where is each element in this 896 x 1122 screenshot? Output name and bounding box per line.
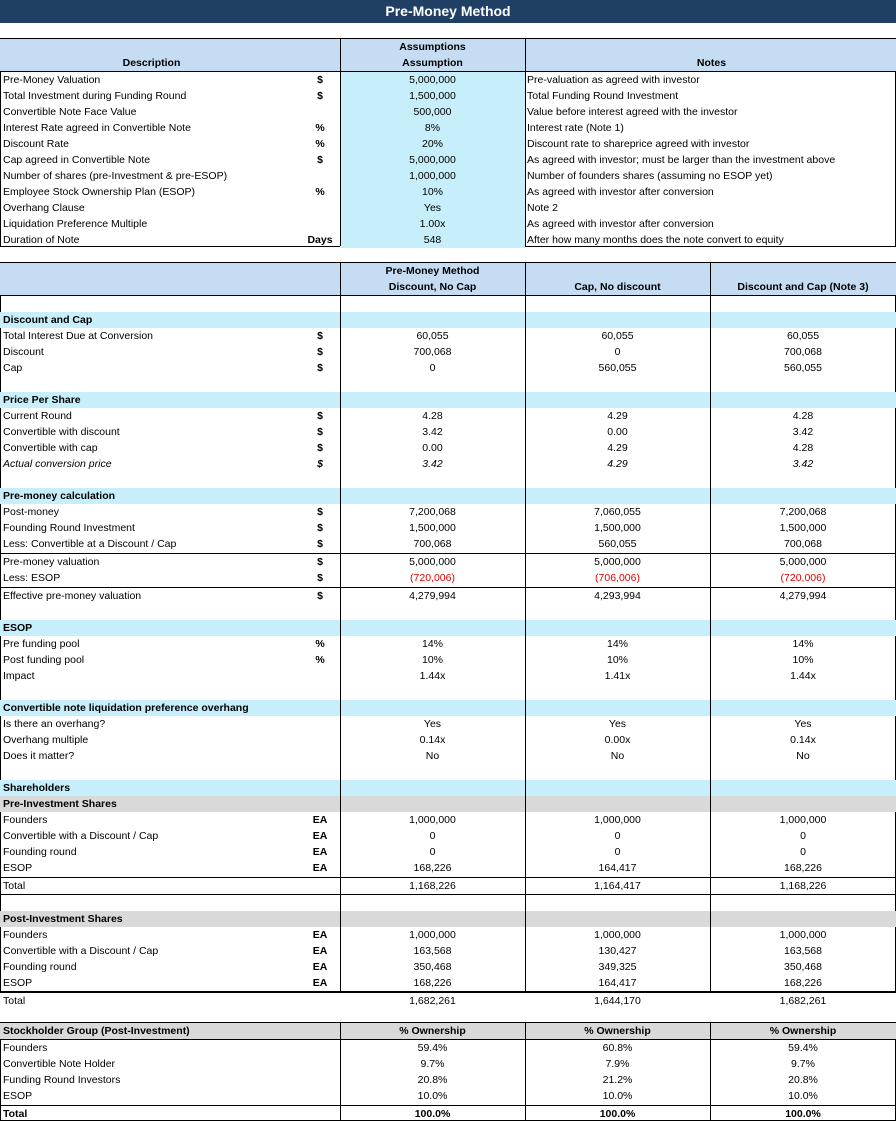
assumption-note: As agreed with investor; must be larger than the investment above [527, 154, 836, 166]
row-value: 7,060,055 [594, 506, 641, 518]
table-row [0, 536, 896, 554]
section-title-row [0, 796, 896, 812]
assumption-desc: Duration of Note [3, 234, 80, 246]
ownership-value: 9.7% [420, 1058, 445, 1070]
assumption-value: 1,500,000 [340, 88, 525, 104]
spacer [0, 684, 896, 700]
ownership-value: 9.7% [791, 1058, 815, 1070]
row-value: 4.28 [792, 442, 814, 454]
row-value: 560,055 [598, 362, 637, 374]
table-row [0, 975, 896, 993]
col-discount-and-cap: Discount and Cap (Note 3) [737, 281, 869, 293]
row-unit: $ [317, 442, 323, 454]
assumption-value: 5,000,000 [340, 72, 525, 88]
row-value: 0 [614, 846, 621, 858]
section-title: Post-Investment Shares [3, 913, 123, 925]
row-unit: $ [317, 426, 323, 438]
section-title-row [0, 312, 896, 328]
row-label: Founding round [3, 846, 77, 858]
row-value: (720,006) [780, 572, 826, 584]
row-value: 700,068 [413, 346, 452, 358]
row-value: 60,055 [786, 330, 820, 342]
row-unit: EA [312, 862, 328, 874]
row-value: 168,226 [413, 862, 452, 874]
row-value: 14% [421, 638, 443, 650]
table-row [0, 828, 896, 844]
row-label: Founders [3, 929, 48, 941]
row-value: 60,055 [416, 330, 449, 342]
assumptions-table [0, 39, 896, 248]
row-unit: $ [317, 556, 323, 568]
row-value: 0 [429, 362, 436, 374]
row-value: 700,068 [413, 538, 452, 550]
row-value: No [796, 750, 810, 762]
row-value: 0.14x [419, 734, 446, 746]
ownership-value: 20.8% [788, 1074, 818, 1086]
assumption-value: 1.00x [340, 216, 525, 232]
row-value: 349,325 [598, 961, 637, 973]
assumption-row [0, 136, 896, 152]
ownership-value: 59.4% [417, 1042, 448, 1054]
row-value: 60,055 [601, 330, 634, 342]
row-unit: $ [317, 572, 323, 584]
stockholder-total-label: Total [3, 1108, 28, 1120]
section-title-row [0, 700, 896, 716]
assumption-unit: $ [317, 154, 323, 166]
spacer [0, 376, 896, 392]
row-value: 0 [614, 830, 621, 842]
table-row [0, 456, 896, 472]
table-row [0, 959, 896, 975]
assumption-unit [300, 216, 340, 232]
row-value: 1,168,226 [779, 880, 827, 892]
row-value: 3.42 [422, 458, 443, 470]
assumption-value: 500,000 [340, 104, 525, 120]
assumption-value: Yes [340, 200, 525, 216]
row-label: Founding round [3, 961, 77, 973]
row-value: Yes [423, 718, 442, 730]
row-label: Actual conversion price [3, 458, 112, 470]
assumption-desc: Overhang Clause [3, 202, 85, 214]
table-row [0, 360, 896, 376]
row-unit: % [315, 638, 325, 650]
row-value: 350,468 [413, 961, 452, 973]
row-value: 10% [421, 654, 443, 666]
assumption-value: 1,000,000 [340, 168, 525, 184]
assumption-desc: Total Investment during Funding Round [3, 90, 187, 102]
row-value: 0 [614, 346, 621, 358]
col-notes: Notes [696, 57, 727, 69]
table-row [0, 520, 896, 536]
stockholder-label: Convertible Note Holder [3, 1058, 116, 1070]
row-unit: $ [317, 410, 323, 422]
assumption-note: Number of founders shares (assuming no ESOP yet) [527, 170, 773, 182]
assumption-row [0, 88, 896, 104]
row-value: 168,226 [413, 977, 452, 989]
row-value: 163,568 [784, 945, 822, 957]
row-value: 700,068 [784, 346, 822, 358]
row-value: 1,000,000 [779, 814, 827, 826]
section-title: Discount and Cap [3, 314, 93, 326]
row-unit: $ [317, 362, 323, 374]
row-value: 0 [429, 830, 436, 842]
row-value: 4.28 [422, 410, 443, 422]
row-value: 560,055 [598, 538, 637, 550]
assumption-note: Discount rate to shareprice agreed with investor [527, 138, 750, 150]
row-value: 164,417 [598, 862, 637, 874]
section-title-row [0, 780, 896, 796]
assumptions-header: Assumptions [399, 41, 466, 53]
row-value: 4,279,994 [409, 590, 456, 602]
row-unit: $ [317, 346, 323, 358]
ownership-value: 20.8% [417, 1074, 448, 1086]
assumption-unit [300, 104, 340, 120]
table-row [0, 554, 896, 570]
method-table [0, 263, 896, 1009]
row-value: 130,427 [598, 945, 637, 957]
table-row [0, 328, 896, 344]
row-value: 163,568 [413, 945, 452, 957]
row-unit: $ [317, 458, 323, 470]
row-label: Effective pre-money valuation [3, 590, 142, 602]
row-unit: $ [317, 330, 323, 342]
table-row [0, 570, 896, 588]
row-value: (706,006) [595, 572, 640, 584]
row-value: 10% [792, 654, 814, 666]
row-value: 4.29 [607, 442, 628, 454]
row-value: (720,006) [410, 572, 455, 584]
row-label: Pre funding pool [3, 638, 80, 650]
stockholder-row [0, 1072, 896, 1088]
row-value: 5,000,000 [779, 556, 827, 568]
row-value: 0.00x [604, 734, 631, 746]
section-title: Convertible note liquidation preference overhang [3, 702, 249, 714]
row-value: 7,200,068 [409, 506, 456, 518]
ownership-value: 60.8% [602, 1042, 633, 1054]
row-label: Does it matter? [3, 750, 75, 762]
col-ownership-3: % Ownership [769, 1025, 837, 1037]
assumption-desc: Convertible Note Face Value [3, 106, 137, 118]
row-value: 1,682,261 [409, 995, 456, 1007]
col-assumption: Assumption [402, 57, 463, 69]
assumption-note: After how many months does the note convert to equity [527, 234, 784, 246]
row-value: 0.00 [422, 442, 443, 454]
row-label: Discount [3, 346, 44, 358]
ownership-value: 21.2% [602, 1074, 633, 1086]
row-value: 1,644,170 [594, 995, 641, 1007]
row-value: 1,164,417 [594, 880, 641, 892]
row-value: 0 [429, 846, 436, 858]
row-label: Cap [3, 362, 23, 374]
assumption-desc: Pre-Money Valuation [3, 74, 101, 86]
row-unit: $ [317, 506, 323, 518]
assumption-row [0, 120, 896, 136]
row-value: 560,055 [784, 362, 822, 374]
ownership-total: 100.0% [785, 1108, 821, 1120]
table-row [0, 440, 896, 456]
row-value: 1,000,000 [779, 929, 827, 941]
assumption-value: 5,000,000 [340, 152, 525, 168]
row-value: 0.14x [790, 734, 816, 746]
col-ownership-1: % Ownership [399, 1025, 466, 1037]
section-title: Price Per Share [3, 394, 81, 406]
row-value: 4.29 [607, 410, 628, 422]
row-value: 7,200,068 [779, 506, 827, 518]
assumption-value: 548 [340, 232, 525, 248]
section-title-row [0, 911, 896, 927]
row-value: 1,500,000 [779, 522, 827, 534]
assumption-unit: % [315, 138, 325, 150]
row-unit: EA [312, 830, 328, 842]
assumption-desc: Number of shares (pre-Investment & pre-ESOP) [3, 170, 228, 182]
table-row [0, 993, 896, 1009]
row-value: No [610, 750, 625, 762]
assumption-note: Value before interest agreed with the investor [527, 106, 738, 118]
method-header: Pre-Money Method [385, 265, 480, 277]
row-value: 1,168,226 [409, 880, 456, 892]
assumptions-header-row [0, 39, 896, 55]
row-unit [300, 748, 340, 764]
assumption-desc: Cap agreed in Convertible Note [3, 154, 151, 166]
assumption-note: Total Funding Round Investment [527, 90, 679, 102]
row-label: Impact [3, 670, 35, 682]
row-value: 5,000,000 [409, 556, 456, 568]
row-value: 14% [792, 638, 814, 650]
stockholders-header-row [0, 1023, 896, 1040]
stockholders-table [0, 1023, 896, 1122]
row-value: 164,417 [598, 977, 637, 989]
row-value: 3.42 [422, 426, 443, 438]
table-row [0, 943, 896, 959]
row-value: 700,068 [784, 538, 822, 550]
row-value: 0 [800, 846, 806, 858]
row-value: No [425, 750, 440, 762]
row-unit [300, 716, 340, 732]
row-label: Total Interest Due at Conversion [3, 330, 153, 342]
row-unit [300, 732, 340, 748]
row-label: Post funding pool [3, 654, 85, 666]
row-label: ESOP [3, 977, 33, 989]
row-unit: EA [312, 929, 328, 941]
table-row [0, 652, 896, 668]
assumption-note: Interest rate (Note 1) [527, 122, 624, 134]
assumption-row [0, 104, 896, 120]
ownership-value: 10.0% [417, 1090, 448, 1102]
row-unit: EA [312, 846, 328, 858]
page-title: Pre-Money Method [0, 0, 896, 23]
assumption-desc: Liquidation Preference Multiple [3, 218, 148, 230]
row-unit: EA [312, 945, 328, 957]
stockholder-label: ESOP [3, 1090, 33, 1102]
row-label: Total [3, 880, 26, 892]
row-value: 3.42 [792, 426, 814, 438]
table-row [0, 588, 896, 604]
assumption-row [0, 216, 896, 232]
assumption-row [0, 232, 896, 248]
row-unit: EA [312, 814, 328, 826]
section-title-row [0, 620, 896, 636]
assumption-note: As agreed with investor after conversion [527, 218, 714, 230]
col-description: Description [122, 57, 181, 69]
assumption-unit [300, 200, 340, 216]
row-value: 1.44x [419, 670, 446, 682]
row-value: 3.42 [792, 458, 814, 470]
row-unit: % [315, 654, 325, 666]
assumptions-col-headers [0, 55, 896, 72]
spacer [0, 895, 896, 911]
table-row [0, 716, 896, 732]
ownership-value: 10.0% [788, 1090, 818, 1102]
row-value: 4,293,994 [594, 590, 641, 602]
assumption-desc: Discount Rate [3, 138, 69, 150]
row-value: Yes [608, 718, 627, 730]
row-value: 350,468 [784, 961, 822, 973]
method-header-row [0, 263, 896, 279]
assumption-row [0, 152, 896, 168]
assumption-desc: Employee Stock Ownership Plan (ESOP) [3, 186, 195, 198]
assumption-note: Note 2 [527, 202, 558, 214]
table-row [0, 927, 896, 943]
table-row [0, 844, 896, 860]
row-value: 14% [606, 638, 628, 650]
row-value: 1,682,261 [779, 995, 827, 1007]
ownership-value: 59.4% [788, 1042, 818, 1054]
table-row [0, 878, 896, 895]
assumption-desc: Interest Rate agreed in Convertible Note [3, 122, 191, 134]
table-row [0, 636, 896, 652]
row-value: 168,226 [784, 977, 822, 989]
section-title: Shareholders [3, 782, 71, 794]
row-label: Post-money [3, 506, 60, 518]
stockholder-total-row [0, 1106, 896, 1122]
ownership-value: 10.0% [602, 1090, 633, 1102]
table-row [0, 732, 896, 748]
table-row [0, 812, 896, 828]
row-unit: $ [317, 538, 323, 550]
assumption-unit: $ [317, 74, 323, 86]
row-value: 1,500,000 [409, 522, 456, 534]
spacer [0, 472, 896, 488]
stockholders-title: Stockholder Group (Post-Investment) [3, 1025, 190, 1037]
row-label: ESOP [3, 862, 33, 874]
row-value: 0 [800, 830, 806, 842]
section-title-row [0, 392, 896, 408]
table-row [0, 504, 896, 520]
row-label: Founders [3, 814, 48, 826]
ownership-total: 100.0% [599, 1108, 636, 1120]
assumption-value: 10% [340, 184, 525, 200]
row-value: 0.00 [607, 426, 628, 438]
row-value: 1,000,000 [594, 814, 641, 826]
row-label: Convertible with a Discount / Cap [3, 945, 159, 957]
section-title: ESOP [3, 622, 33, 634]
row-label: Pre-money valuation [3, 556, 100, 568]
spacer [0, 604, 896, 620]
spacer [0, 764, 896, 780]
assumption-value: 8% [340, 120, 525, 136]
row-unit: $ [317, 522, 323, 534]
row-label: Founding Round Investment [3, 522, 135, 534]
table-row [0, 408, 896, 424]
row-label: Convertible with cap [3, 442, 98, 454]
row-value: 168,226 [784, 862, 822, 874]
stockholder-row [0, 1056, 896, 1072]
row-value: 10% [606, 654, 628, 666]
ownership-value: 7.9% [605, 1058, 630, 1070]
row-unit: EA [312, 961, 328, 973]
stockholder-row [0, 1040, 896, 1056]
row-label: Convertible with a Discount / Cap [3, 830, 159, 842]
assumption-row [0, 184, 896, 200]
table-row [0, 860, 896, 878]
col-ownership-2: % Ownership [584, 1025, 651, 1037]
assumption-unit: $ [317, 90, 323, 102]
stockholder-label: Funding Round Investors [3, 1074, 121, 1086]
row-value: 4.29 [607, 458, 628, 470]
spacer [0, 296, 896, 312]
section-title-row [0, 488, 896, 504]
row-value: 1,000,000 [409, 929, 456, 941]
row-value: 4.28 [792, 410, 814, 422]
row-label: Overhang multiple [3, 734, 89, 746]
section-title: Pre-Investment Shares [3, 798, 117, 810]
assumption-row [0, 72, 896, 88]
col-discount-no-cap: Discount, No Cap [388, 281, 477, 293]
row-label: Total [3, 995, 26, 1007]
section-title: Pre-money calculation [3, 490, 116, 502]
row-value: 1,000,000 [409, 814, 456, 826]
assumption-unit: % [315, 122, 325, 134]
assumption-value: 20% [340, 136, 525, 152]
row-value: 1.41x [604, 670, 631, 682]
row-label: Convertible with discount [3, 426, 120, 438]
row-value: 1,000,000 [594, 929, 641, 941]
assumption-unit: % [315, 186, 325, 198]
table-row [0, 424, 896, 440]
table-row [0, 668, 896, 684]
table-row [0, 344, 896, 360]
assumption-row [0, 200, 896, 216]
col-cap-no-discount: Cap, No discount [574, 281, 661, 293]
row-value: 1,500,000 [594, 522, 641, 534]
row-unit [300, 668, 340, 684]
row-unit: EA [312, 977, 328, 989]
row-value: Yes [794, 718, 812, 730]
assumption-note: Pre-valuation as agreed with investor [527, 74, 700, 86]
table-row [0, 748, 896, 764]
assumption-unit: Days [307, 234, 333, 246]
row-value: 4,279,994 [779, 590, 827, 602]
assumption-note: As agreed with investor after conversion [527, 186, 714, 198]
row-label: Is there an overhang? [3, 718, 106, 730]
row-label: Less: ESOP [3, 572, 61, 584]
stockholder-label: Founders [3, 1042, 48, 1054]
row-label: Less: Convertible at a Discount / Cap [3, 538, 177, 550]
stockholder-row [0, 1088, 896, 1106]
row-value: 5,000,000 [594, 556, 641, 568]
row-unit: $ [317, 590, 323, 602]
row-label: Current Round [3, 410, 72, 422]
ownership-total: 100.0% [414, 1108, 451, 1120]
row-value: 1.44x [790, 670, 816, 682]
assumption-unit [300, 168, 340, 184]
method-col-headers [0, 279, 896, 296]
assumption-row [0, 168, 896, 184]
